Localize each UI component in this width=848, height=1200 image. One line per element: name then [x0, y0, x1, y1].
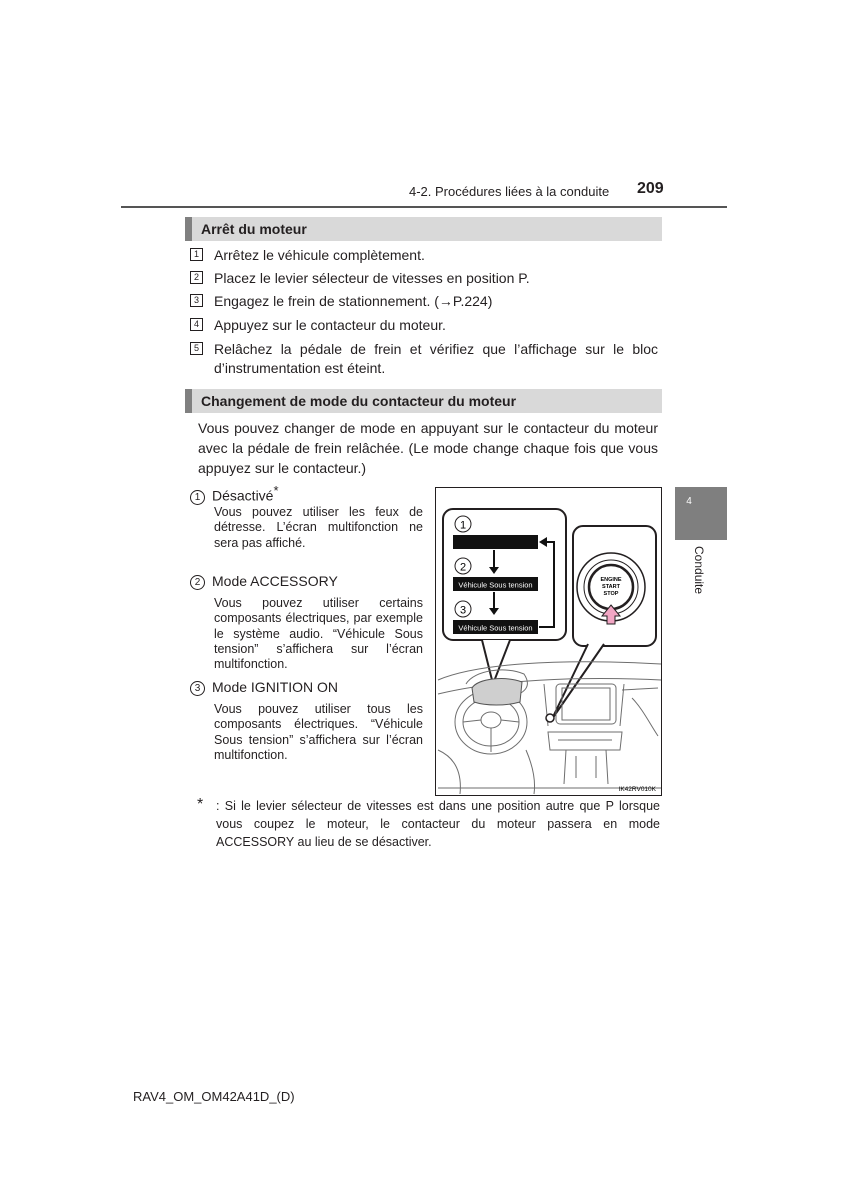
mode-heading-off	[190, 482, 279, 505]
step-text: Placez le levier sélecteur de vitesses en position P.	[214, 270, 530, 286]
step-item	[190, 316, 658, 335]
dashboard-illustration	[435, 487, 662, 796]
mode-description-accessory: Vous pouvez utiliser certains composants électriques, par exemple le système audio. “Véhicule Sous tension” s’affichera sur l’écran multifonction.	[214, 596, 423, 672]
section-heading-mode-change: Changement de mode du contacteur du moteur	[185, 389, 662, 413]
header-rule	[121, 206, 727, 208]
illustration-svg	[436, 488, 663, 797]
step-number: 3	[190, 294, 203, 307]
mode-description-off: Vous pouvez utiliser les feux de détresse. L’écran multifonction ne sera pas affiché.	[214, 505, 423, 550]
chapter-tab-label: Conduite	[692, 546, 706, 595]
chapter-tab	[675, 487, 727, 540]
step-item	[190, 292, 658, 311]
button-text-start: START	[602, 584, 620, 590]
step-text: Engagez le frein de stationnement. (→P.224)	[214, 293, 493, 309]
display-ignition-text: Véhicule Sous tension	[458, 623, 533, 633]
display-off-bar	[453, 535, 538, 549]
mode-title: Mode ACCESSORY	[212, 573, 338, 589]
page-number: 209	[637, 180, 664, 197]
display-accessory-text: Véhicule Sous tension	[458, 580, 533, 590]
mode-heading-ignition	[190, 678, 338, 696]
circled-number: 3	[190, 681, 205, 696]
footnote-text: : Si le levier sélecteur de vitesses est dans une position autre que P lorsque vous coupez le moteur, le contacteur du moteur passera en mode ACCESSORY au lieu de se désactiver.	[216, 799, 660, 849]
step-number: 1	[190, 248, 203, 261]
step-text: Relâchez la pédale de frein et vérifiez que l’affichage sur le bloc d’instrumentation est éteint.	[214, 341, 658, 376]
circled-number: 2	[190, 575, 205, 590]
figure-code: IK42RV010K	[618, 786, 656, 793]
button-text-stop: STOP	[603, 591, 619, 597]
dashboard-lineart	[438, 662, 661, 794]
step-item	[190, 269, 658, 288]
callout-pointer-left	[482, 640, 510, 684]
section-heading-engine-stop: Arrêt du moteur	[185, 217, 662, 241]
mode-title: Désactivé	[212, 487, 274, 504]
mode-heading-accessory	[190, 572, 338, 590]
button-text-engine: ENGINE	[600, 577, 622, 583]
label-3: 3	[459, 604, 467, 617]
step-item	[190, 246, 658, 265]
callout-pointer-right	[552, 644, 604, 719]
running-head: 4-2. Procédures liées à la conduite	[409, 184, 610, 199]
step-text: Arrêtez le véhicule complètement.	[214, 247, 425, 263]
label-1: 1	[459, 519, 467, 532]
document-code: RAV4_OM_OM42A41D_(D)	[133, 1089, 295, 1104]
intro-paragraph: Vous pouvez changer de mode en appuyant sur le contacteur du moteur avec la pédale de frein relâchée. (Le mode change chaque fois que vous appuyez sur le contacteur.)	[198, 420, 658, 476]
step-number: 4	[190, 318, 203, 331]
step-text: Appuyez sur le contacteur du moteur.	[214, 317, 446, 333]
asterisk-mark: *	[273, 483, 279, 498]
instrument-cluster-highlight	[472, 679, 522, 705]
footnote-asterisk: *	[197, 796, 204, 813]
mode-title: Mode IGNITION ON	[212, 679, 339, 695]
step-number: 5	[190, 342, 203, 355]
step-number: 2	[190, 271, 203, 284]
label-2: 2	[459, 561, 467, 574]
chapter-tab-number: 4	[686, 496, 692, 507]
step-item	[190, 340, 658, 378]
mode-description-ignition: Vous pouvez utiliser tous les composants électriques. “Véhicule Sous tension” s’affichera sur l’écran multifonction.	[214, 702, 423, 762]
circled-number: 1	[190, 490, 205, 505]
engine-switch-location	[546, 714, 554, 722]
